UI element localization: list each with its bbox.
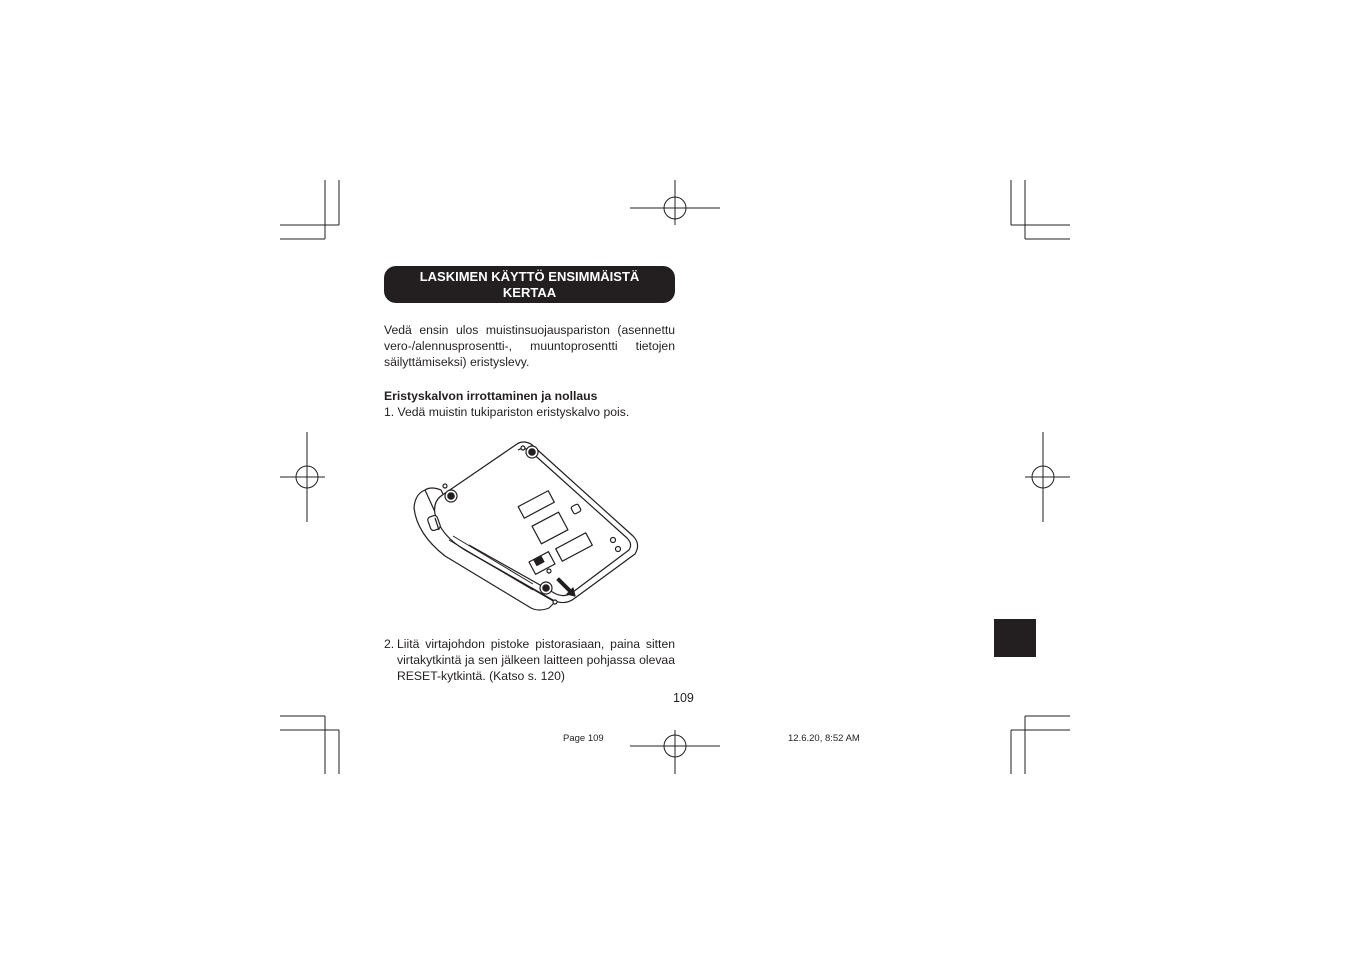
step-2	[384, 636, 675, 684]
footer-timestamp: 12.6.20, 8:52 AM	[788, 733, 860, 744]
page-number: 109	[673, 691, 694, 705]
step-1: 1. Vedä muistin tukipariston eristyskalvo pois.	[384, 405, 630, 419]
footer-page-label: Page 109	[563, 733, 604, 744]
calculator-underside-illustration	[405, 438, 650, 613]
subheading: Eristyskalvon irrottaminen ja nollaus	[384, 389, 598, 403]
thumb-index-tab	[994, 619, 1036, 657]
step-2-number: 2.	[384, 637, 395, 651]
section-title-line1: LASKIMEN KÄYTTÖ ENSIMMÄISTÄ	[419, 268, 640, 284]
intro-paragraph: Vedä ensin ulos muistinsuojauspariston (asennettu vero-/alennusprosentti-, muuntoprosentti tietojen säilyttämiseksi) eristyslevy.	[384, 323, 675, 369]
section-title-line2: KERTAA	[502, 284, 557, 300]
step-2-text: Liitä virtajohdon pistoke pistorasiaan, paina sitten virtakytkintä ja sen jälkeen laitteen pohjassa olevaa RESET-kytkintä. (Katso s. 120)	[397, 637, 675, 683]
section-title-banner	[384, 266, 675, 303]
